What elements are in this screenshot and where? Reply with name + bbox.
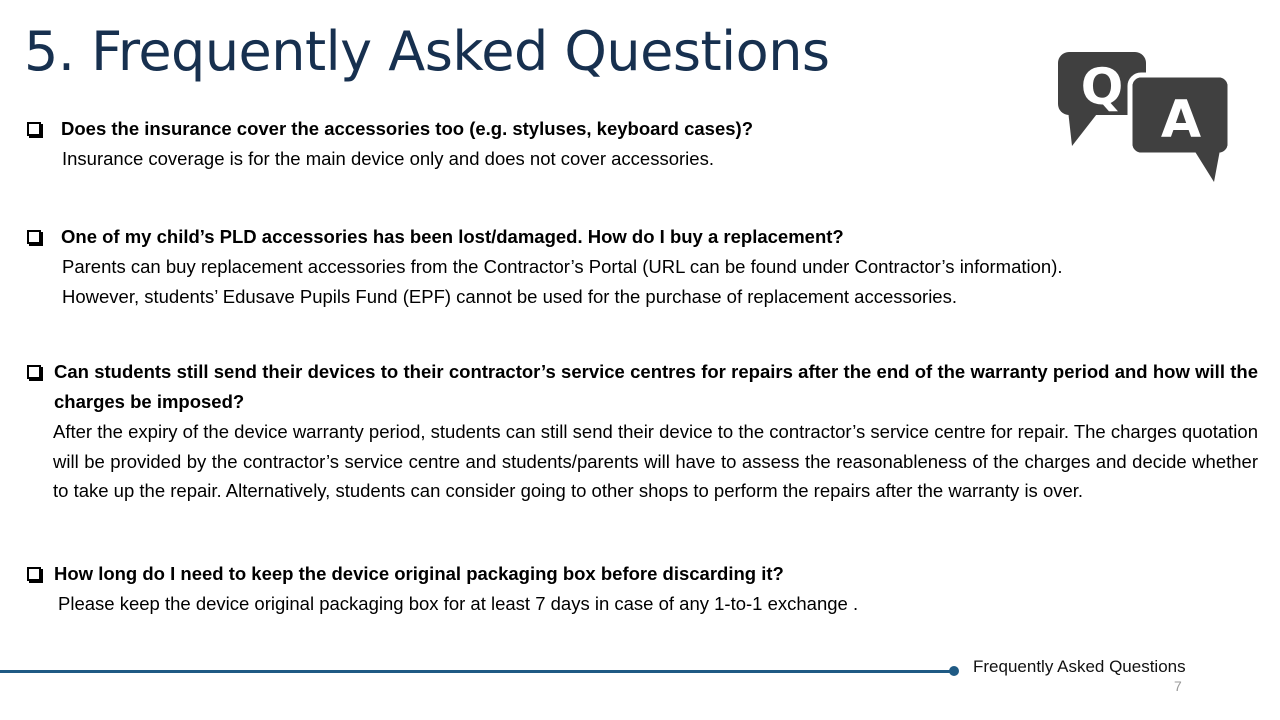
faq-answer: Insurance coverage is for the main device only and does not cover accessories. bbox=[62, 148, 714, 169]
footer-divider-dot bbox=[949, 666, 959, 676]
faq-question bbox=[24, 114, 1258, 144]
faq-answer-line: Parents can buy replacement accessories from the Contractor’s Portal (URL can be found under Contractor’s information). bbox=[62, 256, 1063, 277]
faq-question-text: One of my child’s PLD accessories has been lost/damaged. How do I buy a replacement? bbox=[61, 226, 844, 247]
checkbox-bullet-icon bbox=[27, 230, 41, 244]
page-number: 7 bbox=[1174, 678, 1182, 694]
faq-item-packaging-box bbox=[24, 559, 1258, 619]
faq-item-repairs-after-warranty bbox=[24, 357, 1258, 506]
footer-section-label: Frequently Asked Questions bbox=[973, 657, 1186, 676]
faq-question bbox=[24, 559, 1258, 589]
slide-title: 5. Frequently Asked Questions bbox=[24, 20, 830, 83]
checkbox-bullet-icon bbox=[27, 365, 41, 379]
faq-item-replacement-accessories bbox=[24, 222, 1258, 311]
svg-text:A: A bbox=[1160, 90, 1202, 150]
footer-divider-line bbox=[0, 670, 955, 673]
checkbox-bullet-icon bbox=[27, 567, 41, 581]
faq-question bbox=[24, 222, 1258, 252]
faq-answer-line: However, students’ Edusave Pupils Fund (EPF) cannot be used for the purchase of replacement accessories. bbox=[62, 285, 957, 307]
checkbox-bullet-icon bbox=[27, 122, 41, 136]
faq-question bbox=[24, 357, 1258, 417]
faq-answer: Please keep the device original packaging box for at least 7 days in case of any 1-to-1 exchange . bbox=[58, 593, 859, 614]
faq-item-insurance bbox=[24, 114, 1258, 174]
faq-question-text: Does the insurance cover the accessories too (e.g. styluses, keyboard cases)? bbox=[61, 118, 753, 139]
faq-answer: After the expiry of the device warranty period, students can still send their device to the contractor’s service centre for repair. The charges quotation will be provided by the contractor’s service centre and students/parents will have to assess the reasonableness of the charges and decide whether to take up the repair. Alternatively, students can consider going to other shops to perform the repairs after the warranty is over. bbox=[53, 421, 1258, 501]
faq-question-text: Can students still send their devices to their contractor’s service centres for repairs after the end of the warranty period and how will the charges be imposed? bbox=[54, 361, 1258, 412]
svg-text:Q: Q bbox=[1080, 58, 1124, 116]
faq-question-text: How long do I need to keep the device original packaging box before discarding it? bbox=[54, 563, 784, 584]
